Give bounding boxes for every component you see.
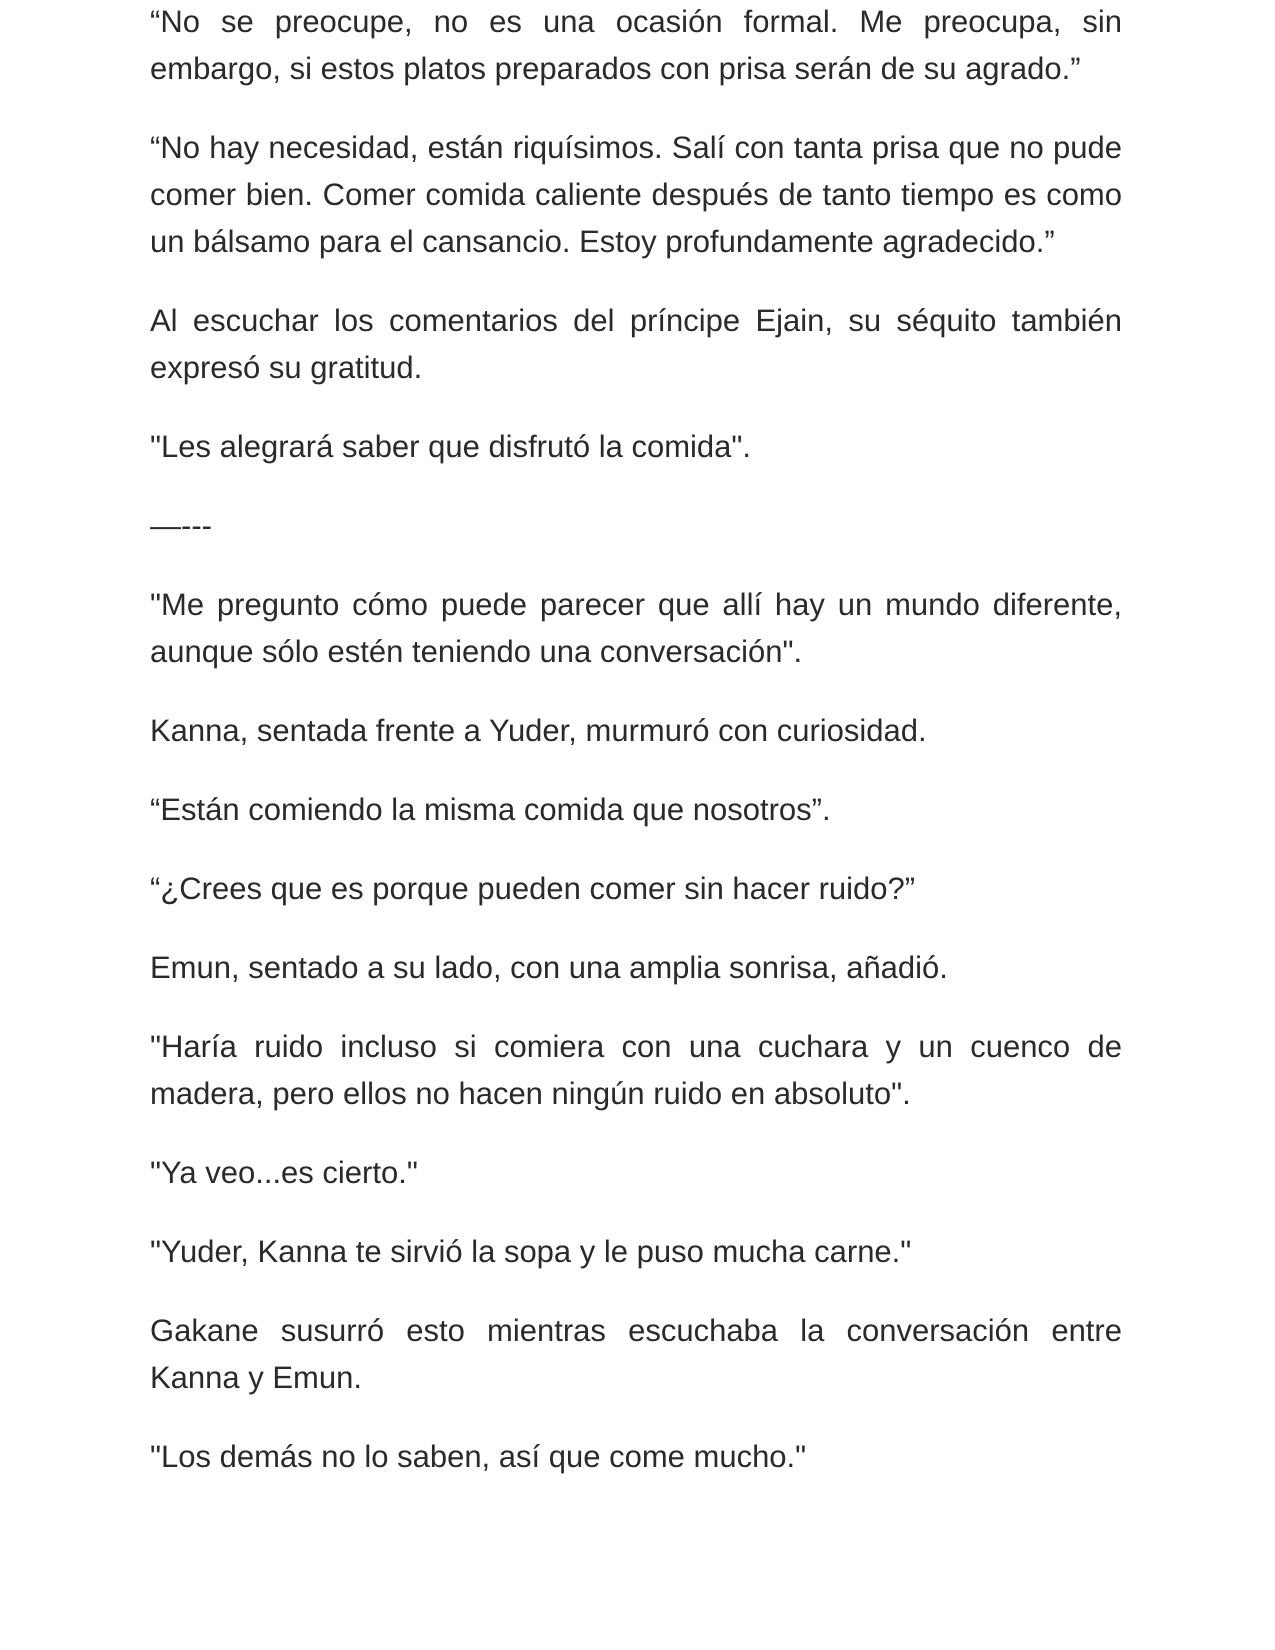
- paragraph: “No hay necesidad, están riquísimos. Salí con tanta prisa que no pude comer bien. Comer comida caliente después de tanto tiempo es como un bálsamo para el cansancio. Estoy profundamente agradecido.”: [150, 130, 1122, 259]
- paragraph: "Les alegrará saber que disfrutó la comida".: [150, 429, 752, 464]
- document-body: [150, 0, 1122, 1512]
- paragraph: "Yuder, Kanna te sirvió la sopa y le puso mucha carne.": [150, 1234, 912, 1269]
- paragraph: "Los demás no lo saben, así que come mucho.": [150, 1439, 807, 1474]
- paragraph: "Haría ruido incluso si comiera con una cuchara y un cuenco de madera, pero ellos no hacen ningún ruido en absoluto".: [150, 1029, 1122, 1111]
- paragraph: Gakane susurró esto mientras escuchaba la conversación entre Kanna y Emun.: [150, 1313, 1122, 1395]
- section-separator: —---: [150, 508, 212, 543]
- paragraph: Kanna, sentada frente a Yuder, murmuró con curiosidad.: [150, 713, 927, 748]
- paragraph: Emun, sentado a su lado, con una amplia sonrisa, añadió.: [150, 950, 948, 985]
- paragraph: "Me pregunto cómo puede parecer que allí hay un mundo diferente, aunque sólo estén teniendo una conversación".: [150, 587, 1122, 669]
- paragraph: “¿Crees que es porque pueden comer sin hacer ruido?”: [150, 871, 916, 906]
- paragraph: Al escuchar los comentarios del príncipe Ejain, su séquito también expresó su gratitud.: [150, 303, 1122, 385]
- paragraph: “Están comiendo la misma comida que nosotros”.: [150, 792, 831, 827]
- paragraph: “No se preocupe, no es una ocasión formal. Me preocupa, sin embargo, si estos platos preparados con prisa serán de su agrado.”: [150, 4, 1122, 86]
- paragraph: "Ya veo...es cierto.": [150, 1155, 418, 1190]
